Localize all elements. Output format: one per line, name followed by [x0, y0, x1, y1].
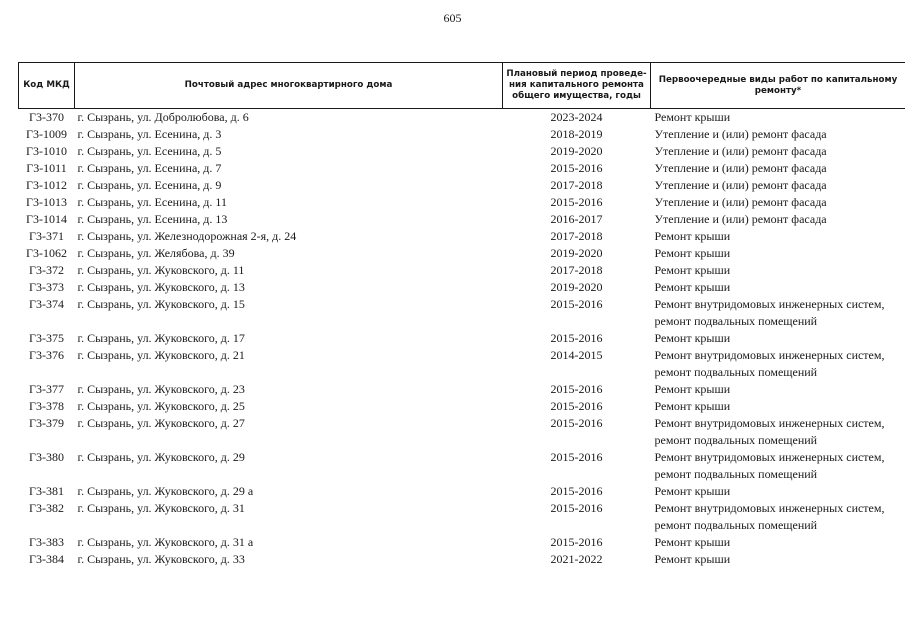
row-works [651, 245, 905, 262]
row-period: 2017-2018 [550, 178, 603, 192]
row-works [651, 534, 905, 551]
row-works [651, 211, 905, 228]
work-line: Утепление и (или) ремонт фасада [654, 161, 827, 175]
row-period: 2015-2016 [550, 297, 603, 311]
work-line: Утепление и (или) ремонт фасада [654, 212, 827, 226]
table-row [19, 398, 905, 415]
row-address: г. Сызрань, ул. Жуковского, д. 25 [77, 399, 245, 413]
table-row [19, 483, 905, 500]
row-address: г. Сызрань, ул. Есенина, д. 11 [77, 195, 227, 209]
row-code: Г3-1009 [26, 127, 67, 141]
row-period: 2018-2019 [550, 127, 603, 141]
row-code: Г3-1012 [26, 178, 67, 192]
work-line: Утепление и (или) ремонт фасада [654, 178, 827, 192]
work-line: ремонт подвальных помещений [654, 467, 818, 481]
row-code: Г3-1062 [26, 246, 67, 260]
row-address: г. Сызрань, ул. Желябова, д. 39 [77, 246, 235, 260]
row-works [651, 228, 905, 245]
work-line: ремонт подвальных помещений [654, 518, 818, 532]
row-address: г. Сызрань, ул. Жуковского, д. 27 [77, 416, 245, 430]
row-address: г. Сызрань, ул. Жуковского, д. 29 [77, 450, 245, 464]
table-row [19, 177, 905, 194]
row-period: 2015-2016 [550, 416, 603, 430]
row-works [651, 500, 905, 534]
housing-repair-table [18, 62, 905, 568]
row-address: г. Сызрань, ул. Есенина, д. 5 [77, 144, 222, 158]
row-period: 2017-2018 [550, 263, 603, 277]
table-row [19, 381, 905, 398]
row-code: Г3-372 [29, 263, 64, 277]
work-line: Ремонт крыши [654, 229, 731, 243]
row-period: 2015-2016 [550, 450, 603, 464]
work-line: Ремонт крыши [654, 246, 731, 260]
row-address: г. Сызрань, ул. Жуковского, д. 21 [77, 348, 245, 362]
table-row [19, 449, 905, 483]
table-row [19, 245, 905, 262]
row-period: 2019-2020 [550, 144, 603, 158]
table-row [19, 534, 905, 551]
row-code: Г3-379 [29, 416, 64, 430]
table-row [19, 160, 905, 177]
row-code: Г3-384 [29, 552, 64, 566]
work-line: Ремонт внутридомовых инженерных систем, [654, 450, 885, 464]
work-line: Ремонт внутридомовых инженерных систем, [654, 501, 885, 515]
work-line: Ремонт внутридомовых инженерных систем, [654, 297, 885, 311]
work-line: Ремонт крыши [654, 331, 731, 345]
row-works [651, 398, 905, 415]
header-code: Код МКД [19, 63, 75, 109]
row-address: г. Сызрань, ул. Жуковского, д. 11 [77, 263, 245, 277]
work-line: Ремонт крыши [654, 280, 731, 294]
row-address: г. Сызрань, ул. Железнодорожная 2-я, д. 24 [77, 229, 297, 243]
row-period: 2016-2017 [550, 212, 603, 226]
table-row [19, 194, 905, 211]
row-works [651, 160, 905, 177]
row-code: Г3-1014 [26, 212, 67, 226]
row-code: Г3-383 [29, 535, 64, 549]
row-address: г. Сызрань, ул. Жуковского, д. 31 а [77, 535, 254, 549]
work-line: Ремонт внутридомовых инженерных систем, [654, 348, 885, 362]
row-period: 2014-2015 [550, 348, 603, 362]
work-line: Ремонт крыши [654, 535, 731, 549]
header-address: Почтовый адрес многоквартирного дома [75, 63, 503, 109]
row-code: Г3-1011 [26, 161, 67, 175]
row-address: г. Сызрань, ул. Жуковского, д. 33 [77, 552, 245, 566]
table-row [19, 296, 905, 330]
table-row [19, 551, 905, 568]
row-period: 2015-2016 [550, 399, 603, 413]
row-code: Г3-371 [29, 229, 64, 243]
table-header [19, 63, 905, 109]
table-row [19, 347, 905, 381]
header-period: Плановый период проведе-ния капитального ремонта общего имущества, годы [503, 63, 651, 109]
work-line: Ремонт крыши [654, 382, 731, 396]
row-period: 2021-2022 [550, 552, 603, 566]
row-works [651, 296, 905, 330]
row-address: г. Сызрань, ул. Есенина, д. 7 [77, 161, 222, 175]
work-line: Ремонт крыши [654, 110, 731, 124]
row-code: Г3-370 [29, 110, 64, 124]
row-works [651, 415, 905, 449]
row-address: г. Сызрань, ул. Есенина, д. 13 [77, 212, 228, 226]
row-code: Г3-1013 [26, 195, 67, 209]
work-line: ремонт подвальных помещений [654, 365, 818, 379]
row-period: 2015-2016 [550, 161, 603, 175]
row-period: 2015-2016 [550, 484, 603, 498]
row-works [651, 143, 905, 160]
row-address: г. Сызрань, ул. Жуковского, д. 13 [77, 280, 245, 294]
work-line: Утепление и (или) ремонт фасада [654, 144, 827, 158]
row-works [651, 330, 905, 347]
work-line: Ремонт внутридомовых инженерных систем, [654, 416, 885, 430]
row-code: Г3-380 [29, 450, 64, 464]
work-line: Ремонт крыши [654, 484, 731, 498]
table-row [19, 330, 905, 347]
row-period: 2015-2016 [550, 501, 603, 515]
row-code: Г3-373 [29, 280, 64, 294]
table-row [19, 500, 905, 534]
row-works [651, 262, 905, 279]
table-row [19, 211, 905, 228]
row-works [651, 177, 905, 194]
row-period: 2015-2016 [550, 331, 603, 345]
row-works [651, 126, 905, 143]
row-works [651, 347, 905, 381]
table-row [19, 126, 905, 143]
row-period: 2015-2016 [550, 195, 603, 209]
row-works [651, 381, 905, 398]
row-code: Г3-378 [29, 399, 64, 413]
table-row [19, 279, 905, 296]
row-period: 2017-2018 [550, 229, 603, 243]
row-code: Г3-382 [29, 501, 64, 515]
row-address: г. Сызрань, ул. Жуковского, д. 31 [77, 501, 245, 515]
table-row [19, 262, 905, 279]
row-address: г. Сызрань, ул. Добролюбова, д. 6 [77, 110, 249, 124]
row-code: Г3-374 [29, 297, 64, 311]
header-works: Первоочередные виды работ по капитальному ремонту* [651, 63, 905, 109]
row-address: г. Сызрань, ул. Есенина, д. 3 [77, 127, 222, 141]
work-line: Утепление и (или) ремонт фасада [654, 195, 827, 209]
work-line: Ремонт крыши [654, 399, 731, 413]
table-row [19, 415, 905, 449]
row-works [651, 194, 905, 211]
table-body [19, 109, 905, 569]
row-period: 2019-2020 [550, 246, 603, 260]
row-address: г. Сызрань, ул. Жуковского, д. 15 [77, 297, 245, 311]
table-row [19, 143, 905, 160]
row-period: 2015-2016 [550, 382, 603, 396]
work-line: ремонт подвальных помещений [654, 433, 818, 447]
row-works [651, 483, 905, 500]
row-period: 2023-2024 [550, 110, 603, 124]
table-row [19, 228, 905, 245]
work-line: ремонт подвальных помещений [654, 314, 818, 328]
row-works [651, 279, 905, 296]
row-address: г. Сызрань, ул. Жуковского, д. 23 [77, 382, 245, 396]
row-code: Г3-376 [29, 348, 64, 362]
row-code: Г3-377 [29, 382, 64, 396]
table-row [19, 109, 905, 127]
row-works [651, 551, 905, 568]
row-address: г. Сызрань, ул. Жуковского, д. 17 [77, 331, 245, 345]
work-line: Ремонт крыши [654, 552, 731, 566]
row-period: 2019-2020 [550, 280, 603, 294]
row-code: Г3-381 [29, 484, 64, 498]
row-code: Г3-1010 [26, 144, 67, 158]
row-address: г. Сызрань, ул. Жуковского, д. 29 а [77, 484, 254, 498]
work-line: Утепление и (или) ремонт фасада [654, 127, 827, 141]
row-period: 2015-2016 [550, 535, 603, 549]
page-number: 605 [443, 11, 462, 25]
work-line: Ремонт крыши [654, 263, 731, 277]
row-works [651, 449, 905, 483]
row-address: г. Сызрань, ул. Есенина, д. 9 [77, 178, 222, 192]
row-code: Г3-375 [29, 331, 64, 345]
row-works [651, 109, 905, 127]
